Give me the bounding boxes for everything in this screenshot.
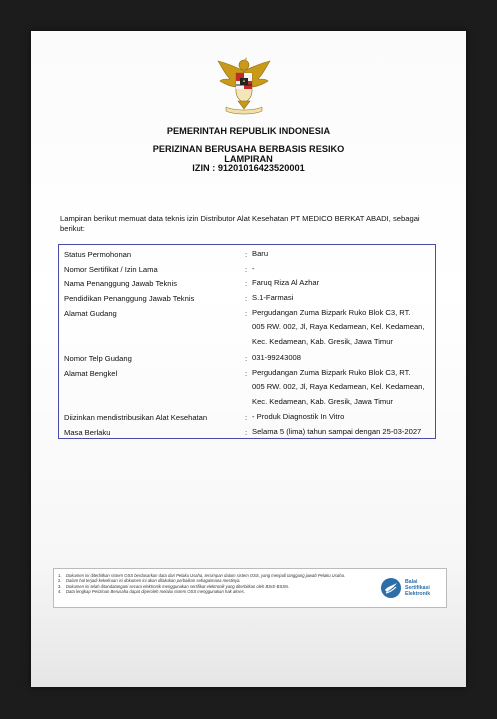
detail-colon: : [245, 279, 248, 288]
detail-label: Diizinkan mendistribusikan Alat Kesehatan [64, 413, 208, 422]
document-title-block [31, 145, 466, 174]
permit-number: IZIN : 91201016423520001 [192, 163, 305, 173]
garuda-emblem-icon [216, 57, 272, 115]
detail-colon: : [245, 250, 248, 259]
detail-colon: : [245, 413, 248, 422]
detail-value-multiline [252, 306, 425, 350]
detail-label: Alamat Gudang [64, 309, 117, 318]
detail-colon: : [245, 294, 248, 303]
detail-colon: : [245, 428, 248, 437]
bse-logo-icon [380, 577, 402, 599]
detail-colon: : [245, 354, 248, 363]
footer-notes-box [53, 568, 447, 608]
bse-logo [380, 575, 442, 601]
detail-value: Selama 5 (lima) tahun sampai dengan 25-03-2027 [252, 426, 422, 436]
detail-label: Nomor Telp Gudang [64, 354, 132, 363]
address-line: 005 RW. 002, Jl, Raya Kedamean, Kel. Kedamean, [252, 382, 425, 392]
detail-label: Nomor Sertifikat / Izin Lama [64, 265, 158, 274]
detail-colon: : [245, 309, 248, 318]
address-line: Kec. Kedamean, Kab. Gresik, Jawa Timur [252, 337, 393, 347]
detail-value: - Produk Diagnostik In Vitro [252, 411, 345, 421]
address-line: 005 RW. 002, Jl, Raya Kedamean, Kel. Kedamean, [252, 322, 425, 332]
intro-text: Lampiran berikut memuat data teknis izin Distributor Alat Kesehatan PT MEDICO BERKAT ABADI, sebagai berikut: [60, 214, 420, 233]
document-title: PERIZINAN BERUSAHA BERBASIS RESIKO [152, 144, 345, 154]
detail-value-multiline [252, 366, 425, 410]
address-line: Kec. Kedamean, Kab. Gresik, Jawa Timur [252, 397, 393, 407]
detail-label: Masa Berlaku [64, 428, 111, 437]
document-page [31, 31, 466, 687]
detail-value: Baru [252, 248, 269, 258]
footer-notes [58, 573, 378, 595]
government-title: PEMERINTAH REPUBLIK INDONESIA [166, 126, 331, 136]
bse-label: Balai Sertifikasi Elektronik [405, 579, 431, 597]
details-table [58, 244, 436, 439]
footer-note: 3. Dokumen ini telah ditandatangani secara elektronik menggunakan sertifikat elektronik yang diterbitkan oleh BSrE-BSSN. [58, 583, 290, 589]
footer-note: 1. Dokumen ini diterbitkan sistem OSS berdasarkan data dari Pelaku Usaha, tersimpan dalam sistem OSS, yang menjadi tanggung jawab Pelaku Usaha. [58, 573, 346, 578]
detail-label: Status Permohonan [64, 250, 132, 259]
detail-value: S.1-Farmasi [252, 292, 294, 302]
address-line: Pergudangan Zuma Bizpark Ruko Blok C3, RT. [252, 367, 411, 377]
detail-value: Faruq Riza Al Azhar [252, 277, 320, 287]
detail-label: Alamat Bengkel [64, 369, 118, 378]
detail-label: Nama Penanggung Jawab Teknis [64, 279, 177, 288]
document-subtitle: LAMPIRAN [224, 153, 273, 164]
detail-value: 031-99243008 [252, 352, 301, 362]
detail-colon: : [245, 265, 248, 274]
detail-value: - [252, 263, 255, 273]
address-line: Pergudangan Zuma Bizpark Ruko Blok C3, RT. [252, 307, 411, 317]
footer-note: 2. Dalam hal terjadi kekeliruan isi dokumen ini akan dilakukan perbaikan sebagaimana mestinya. [58, 578, 241, 584]
detail-colon: : [245, 369, 248, 378]
detail-label: Pendidikan Penanggung Jawab Teknis [64, 294, 195, 303]
footer-note: 4. Data lengkap Perizinan Berusaha dapat diperoleh melalui sistem OSS menggunakan hak akses. [58, 589, 246, 595]
